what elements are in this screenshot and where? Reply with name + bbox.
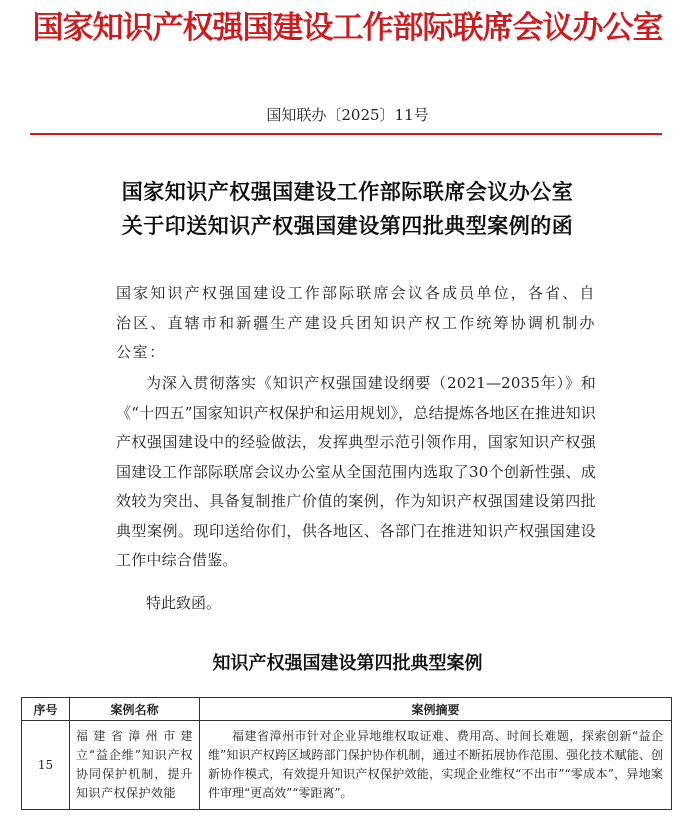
addressee: 国家知识产权强国建设工作部际联席会议各成员单位，各省、自治区、直辖市和新疆生产建设兵团知识产权工作统筹协调机制办公室： [116, 284, 596, 361]
letter-body-paragraph: 为深入贯彻落实《知识产权强国建设纲要（2021—2035年）》和《“十四五”国家知识产权保护和运用规划》，总结提炼各地区在推进知识产权强国建设中的经验做法，发挥典型示范引领作用，国家知识产权强国建设工作部际联席会议办公室从全国范围内选取了30个创新性强、成效较为突出、具备复制推广价值的案例，作为知识产权强国建设第四批典型案例。现印送给你们，供各地区、各部门在推进知识产权强国建设工作中综合借鉴。 [116, 374, 596, 569]
red-divider-rule [30, 133, 662, 135]
column-header-no: 序号 [22, 698, 70, 721]
case-number-cell: 15 [22, 721, 70, 810]
column-header-name: 案例名称 [70, 698, 200, 721]
document-number: 国知联办〔2025〕11号 [266, 106, 429, 124]
case-table [21, 697, 672, 810]
case-name-cell: 福建省漳州市建立“益企维”知识产权协同保护机制，提升知识产权保护效能 [70, 721, 200, 810]
letter-title-line-2: 关于印送知识产权强国建设第四批典型案例的函 [121, 213, 574, 238]
letter-title-line-1: 国家知识产权强国建设工作部际联席会议办公室 [121, 179, 574, 204]
case-list-title: 知识产权强国建设第四批典型案例 [212, 653, 483, 674]
office-header: 国家知识产权强国建设工作部际联席会议办公室 [32, 10, 663, 46]
letter-closing: 特此致函。 [146, 594, 222, 612]
table-row [22, 721, 672, 810]
column-header-summary: 案例摘要 [200, 698, 672, 721]
table-header-row [22, 698, 672, 721]
case-summary-cell: 福建省漳州市针对企业异地维权取证难、费用高、时间长难题，探索创新“益企维”知识产权跨区域跨部门保护协作机制，通过不断拓展协作范围、强化技术赋能、创新协作模式，有效提升知识产权保护效能，实现企业维权“不出市”“零成本”，异地案件审理“更高效”“零距离”。 [200, 721, 672, 810]
